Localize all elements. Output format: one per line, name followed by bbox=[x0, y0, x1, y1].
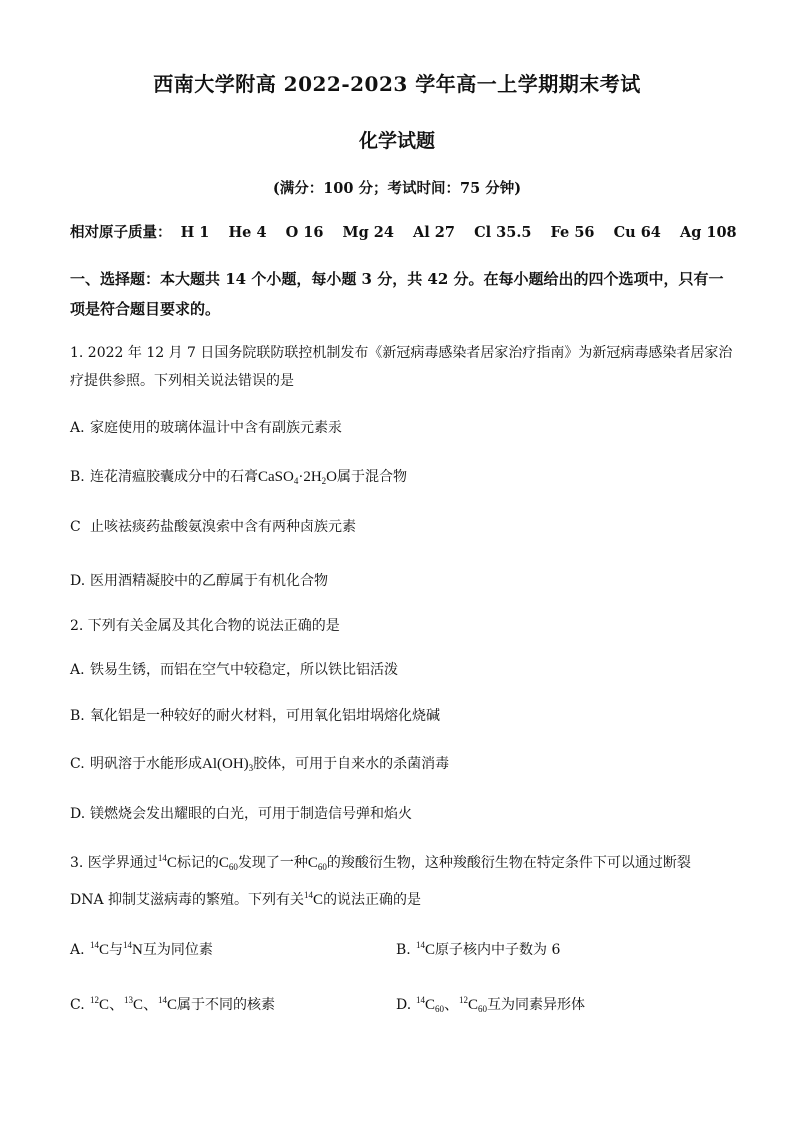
mass-item: He 4 bbox=[228, 224, 267, 241]
mass-item: Mg 24 bbox=[342, 224, 394, 241]
exam-meta: (满分：100 分；考试时间：75 分钟) bbox=[272, 180, 522, 197]
option-letter: D. bbox=[396, 997, 412, 1013]
option-letter: D. bbox=[70, 573, 86, 589]
section-heading: 一、选择题：本大题共 14 个小题，每小题 3 分，共 42 分。在每小题给出的四个选项中，只有一项是符合题目要求的。 bbox=[70, 270, 724, 318]
q1-option-b[interactable]: B. 连花清瘟胶囊成分中的石膏$CaSO_4\cdot 2H_2O$属于混合物 bbox=[70, 469, 408, 486]
mass-item: Al 27 bbox=[413, 224, 455, 241]
mass-item: Fe 56 bbox=[550, 224, 595, 241]
formula-aluminium-hydroxide: $Al(OH)_3$ bbox=[202, 756, 254, 773]
option-letter: A. bbox=[70, 662, 85, 678]
q2-option-b[interactable]: B. 氧化铝是一种较好的耐火材料，可用氧化铝坩埚熔化烧碱 bbox=[70, 708, 440, 724]
mass-item: H 1 bbox=[180, 224, 210, 241]
option-letter: D. bbox=[70, 806, 86, 822]
option-letter: A. bbox=[70, 942, 85, 958]
atomic-masses-label: 相对原子质量： bbox=[70, 224, 172, 241]
option-letter: B. bbox=[70, 708, 85, 724]
mass-item: Ag 108 bbox=[679, 224, 737, 241]
mass-item: Cu 64 bbox=[613, 224, 661, 241]
q1-option-d[interactable]: D. 医用酒精凝胶中的乙醇属于有机化合物 bbox=[70, 573, 328, 589]
q2-option-a[interactable]: A. 铁易生锈，而铝在空气中较稳定，所以铁比铝活泼 bbox=[70, 662, 398, 678]
q3-option-c[interactable]: C. $^{12}$C、$^{13}$C、$^{14}$C属于不同的核素 bbox=[70, 995, 276, 1013]
q2-option-d[interactable]: D. 镁燃烧会发出耀眼的白光，可用于制造信号弹和焰火 bbox=[70, 806, 412, 822]
q3-stem-line2: DNA 抑制艾滋病毒的繁殖。下列有关$^{14}$C的说法正确的是 bbox=[70, 890, 422, 908]
atomic-masses bbox=[70, 221, 751, 242]
formula-c14: $^{14}$C bbox=[304, 890, 324, 908]
option-letter: B. bbox=[396, 942, 411, 958]
q1-stem-line1: 1. 2022 年 12 月 7 日国务院联防联控机制发布《新冠病毒感染者居家治疗指南》为新冠病毒感染者居家治 bbox=[70, 345, 733, 361]
option-letter: C. bbox=[70, 756, 85, 772]
page-title: 西南大学附高 2022-2023 学年高一上学期期末考试 bbox=[153, 72, 641, 96]
formula-c60: $C_{60}$ bbox=[307, 855, 327, 872]
q2-option-c[interactable]: C. 明矾溶于水能形成$Al(OH)_3$胶体，可用于自来水的杀菌消毒 bbox=[70, 756, 450, 773]
q3-option-b[interactable]: B. $^{14}$C原子核内中子数为 6 bbox=[396, 940, 561, 958]
q3-option-d[interactable]: D. $^{14}C_{60}$、$^{12}C_{60}$互为同素异形体 bbox=[396, 995, 586, 1014]
mass-item: O 16 bbox=[285, 224, 324, 241]
option-letter: B. bbox=[70, 469, 85, 485]
option-letter: C. bbox=[70, 997, 85, 1013]
formula-gypsum: $CaSO_4\cdot 2H_2O$ bbox=[258, 469, 338, 486]
mass-item: Cl 35.5 bbox=[474, 224, 532, 241]
option-letter: A. bbox=[70, 420, 85, 436]
option-letter: C bbox=[70, 519, 81, 535]
q1-option-c[interactable]: C 止咳祛痰药盐酸氨溴索中含有两种卤族元素 bbox=[70, 519, 356, 535]
q3-stem-line1: 3. 医学界通过$^{14}$C标记的$C_{60}$发现了一种$C_{60}$的羧酸衍生物，这种羧酸衍生物在特定条件下可以通过断裂 bbox=[70, 853, 691, 872]
q3-option-a[interactable]: A. $^{14}$C与$^{14}$N互为同位素 bbox=[70, 940, 213, 958]
formula-c14: $^{14}$C bbox=[157, 853, 177, 871]
formula-c60: $C_{60}$ bbox=[218, 855, 238, 872]
q2-stem: 2. 下列有关金属及其化合物的说法正确的是 bbox=[70, 618, 340, 634]
page-subtitle: 化学试题 bbox=[358, 130, 435, 152]
q1-stem-line2: 疗提供参照。下列相关说法错误的是 bbox=[70, 373, 294, 389]
q1-option-a[interactable]: A. 家庭使用的玻璃体温计中含有副族元素汞 bbox=[70, 420, 342, 436]
